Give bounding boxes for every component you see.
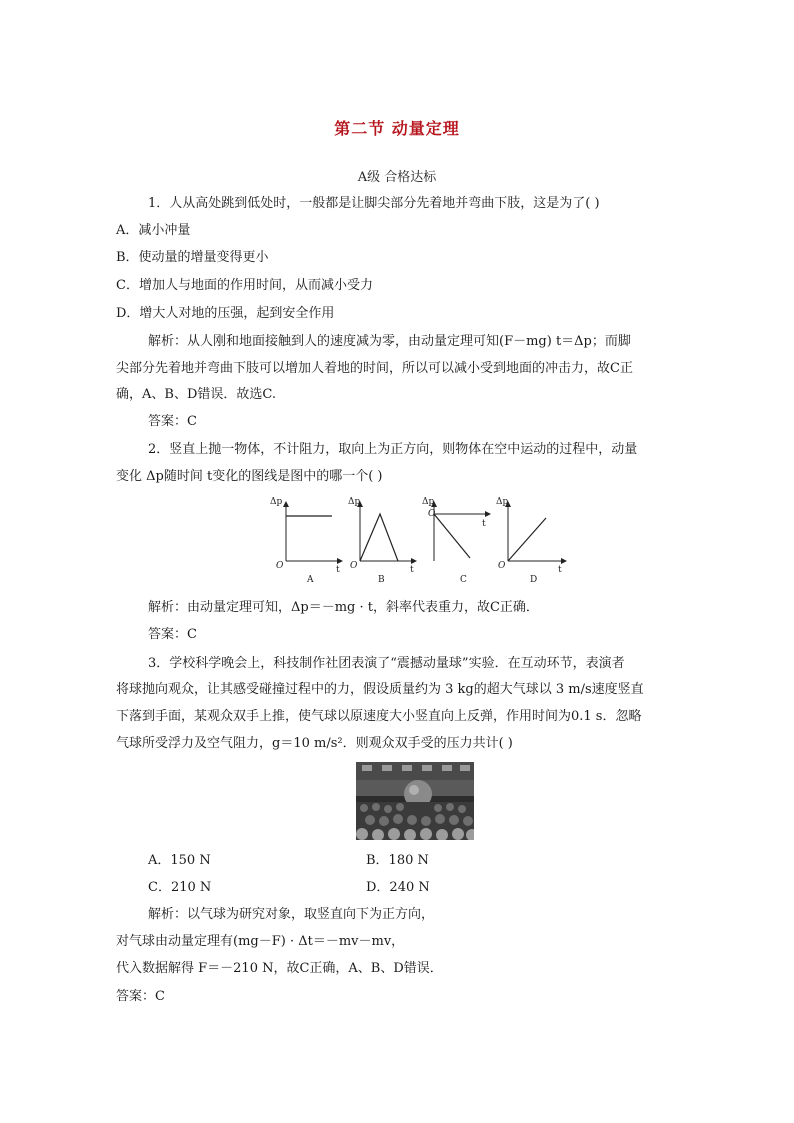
q1-option-a: A．减小冲量 (116, 223, 191, 238)
graph-c-label: C (460, 575, 467, 585)
graph-y-label: Δp (422, 497, 435, 507)
graph-x-label: t (482, 519, 486, 529)
graph-origin-label: O (276, 561, 284, 571)
q3-stem-line-4: 气球所受浮力及空气阻力，g＝10 m/s²．则观众双手受的压力共计( ) (116, 736, 513, 751)
q3-analysis-line-1: 解析：以气球为研究对象，取竖直向下为正方向， (148, 907, 435, 922)
graph-x-label: t (558, 565, 562, 575)
q2-stem-line-2: 变化 Δp随时间 t变化的图线是图中的哪一个( ) (116, 469, 383, 484)
q1-option-b: B．使动量的增量变得更小 (116, 250, 269, 265)
graph-y-label: Δp (348, 497, 361, 507)
q3-option-c: C．210 N (148, 880, 212, 895)
graph-origin-label: O (428, 509, 436, 519)
q3-stem-line-2: 将球抛向观众，让其感受碰撞过程中的力，假设质量约为 3 kg的超大气球以 3 m/s速度竖直 (116, 682, 644, 697)
q1-analysis-line-3: 确，A、B、D错误．故选C. (116, 387, 276, 402)
graph-b (348, 497, 416, 585)
q1-option-d: D．增大人对地的压强，起到安全作用 (116, 306, 335, 321)
q1-option-c: C．增加人与地面的作用时间，从而减小受力 (116, 278, 373, 293)
q3-stem-line-3: 下落到手面，某观众双手上推，使气球以原速度大小竖直向上反弹，作用时间为0.1 s．忽略 (116, 709, 642, 724)
graph-origin-label: O (350, 561, 358, 571)
q3-answer: 答案：C (116, 989, 165, 1004)
q1-analysis-line-1: 解析：从人刚和地面接触到人的速度减为零，由动量定理可知(F－mg) t＝Δp；而脚 (148, 334, 631, 349)
q3-analysis-line-2: 对气球由动量定理有(mg－F) · Δt＝－mv－mv， (116, 934, 405, 949)
audience-photo (356, 762, 474, 840)
graph-y-label: Δp (496, 497, 509, 507)
graph-origin-label: O (498, 561, 506, 571)
q3-option-d: D．240 N (366, 880, 430, 895)
graph-d (496, 497, 566, 585)
q2-analysis: 解析：由动量定理可知，Δp＝－mg · t，斜率代表重力，故C正确． (148, 600, 539, 615)
level-heading: A级 合格达标 (357, 170, 437, 185)
dp-t-graphs (270, 496, 570, 586)
q2-stem-line-1: 2．竖直上抛一物体，不计阻力，取向上为正方向，则物体在空中运动的过程中，动量 (148, 442, 638, 457)
q1-answer: 答案：C (148, 414, 197, 429)
graph-x-label: t (336, 565, 340, 575)
graph-y-label: Δp (270, 497, 283, 507)
section-title: 第二节 动量定理 (334, 119, 460, 138)
q1-analysis-line-2: 尖部分先着地并弯曲下肢可以增加人着地的时间，所以可以减小受到地面的冲击力，故C正 (116, 361, 633, 376)
graph-a (270, 497, 342, 585)
graph-b-label: B (378, 575, 385, 585)
graph-a-label: A (307, 575, 314, 585)
graph-d-label: D (530, 575, 538, 585)
q3-analysis-line-3: 代入数据解得 F＝－210 N，故C正确，A、B、D错误． (116, 961, 443, 976)
q3-stem-line-1: 3．学校科学晚会上，科技制作社团表演了“震撼动量球”实验．在互动环节，表演者 (148, 656, 625, 671)
q3-option-b: B．180 N (366, 853, 429, 868)
graph-c (422, 497, 490, 585)
q3-option-a: A．150 N (148, 853, 211, 868)
q2-answer: 答案：C (148, 627, 197, 642)
graph-x-label: t (410, 565, 414, 575)
q1-stem: 1．人从高处跳到低处时，一般都是让脚尖部分先着地并弯曲下肢，这是为了( ) (148, 196, 600, 211)
